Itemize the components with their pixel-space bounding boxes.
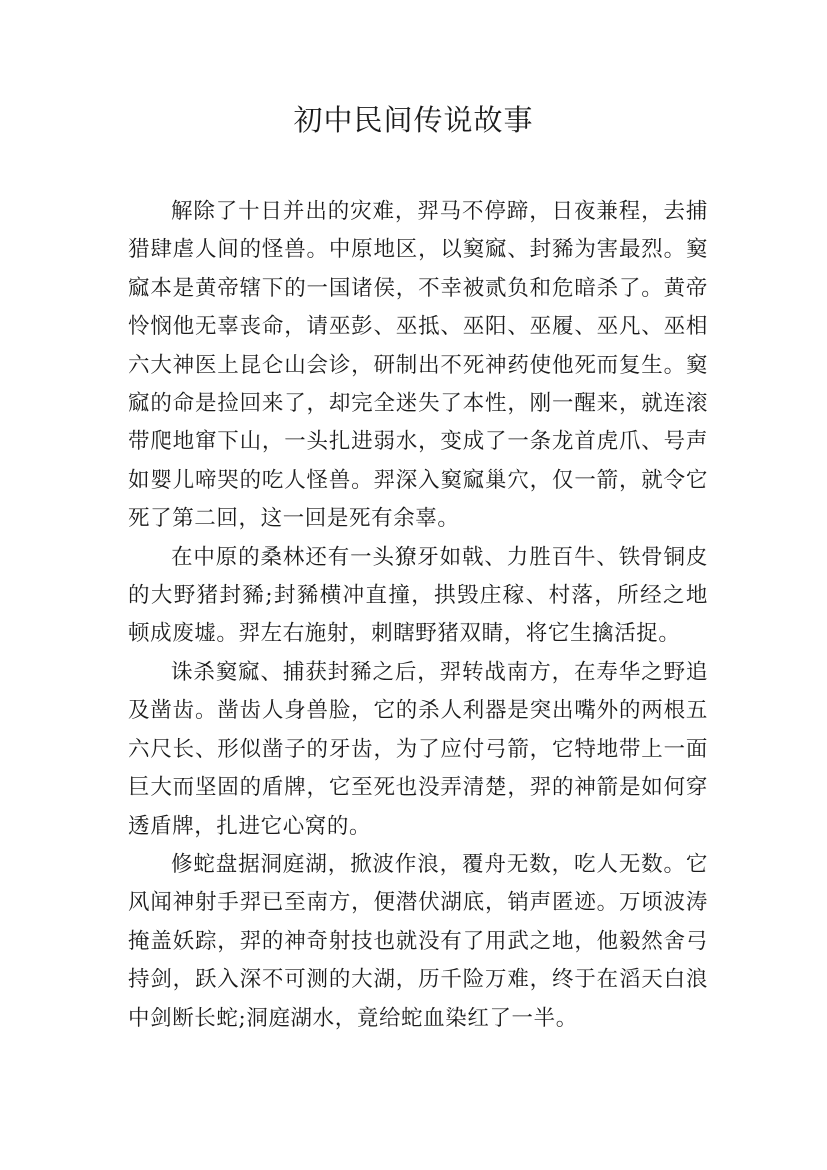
document-body (128, 193, 708, 1038)
paragraph: 在中原的桑林还有一头獠牙如戟、力胜百牛、铁骨铜皮的大野猪封豨;封豨横冲直撞，拱毁庄稼、村落，所经之地顿成废墟。羿左右施射，刺瞎野猪双睛，将它生擒活捉。 (128, 544, 708, 647)
paragraph: 解除了十日并出的灾难，羿马不停蹄，日夜兼程，去捕猎肆虐人间的怪兽。中原地区，以窫窳、封豨为害最烈。窫窳本是黄帝辖下的一国诸侯，不幸被贰负和危暗杀了。黄帝怜悯他无辜丧命，请巫彭、巫抵、巫阳、巫履、巫凡、巫相六大神医上昆仑山会诊，研制出不死神药使他死而复生。窫窳的命是捡回来了，却完全迷失了本性，刚一醒来，就连滚带爬地窜下山，一头扎进弱水，变成了一条龙首虎爪、号声如婴儿啼哭的吃人怪兽。羿深入窫窳巢穴，仅一箭，就令它死了第二回，这一回是死有余辜。 (128, 199, 708, 532)
paragraph: 诛杀窫窳、捕获封豨之后，羿转战南方，在寿华之野追及凿齿。凿齿人身兽脸，它的杀人利器是突出嘴外的两根五六尺长、形似凿子的牙齿，为了应付弓箭，它特地带上一面巨大而坚固的盾牌，它至死也没弄清楚，羿的神箭是如何穿透盾牌，扎进它心窝的。 (128, 659, 708, 839)
document-title: 初中民间传说故事 (293, 103, 534, 137)
paragraph: 修蛇盘据洞庭湖，掀波作浪，覆舟无数，吃人无数。它风闻神射手羿已至南方，便潜伏湖底，销声匿迹。万顷波涛掩盖妖踪，羿的神奇射技也就没有了用武之地，他毅然舍弓持剑，跃入深不可测的大湖，历千险万难，终于在滔天白浪中剑断长蛇;洞庭湖水，竟给蛇血染红了一半。 (128, 851, 708, 1031)
